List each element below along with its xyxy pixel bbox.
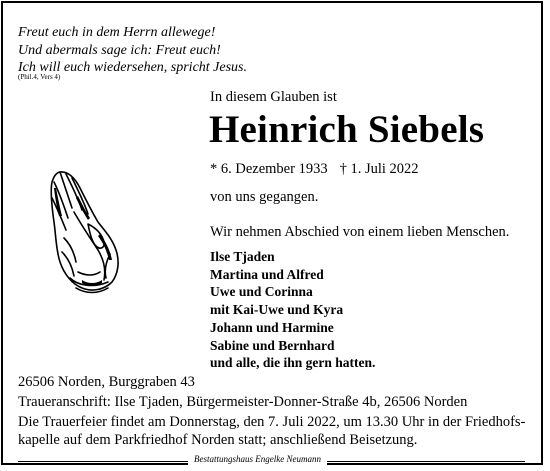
home-address: 26506 Norden, Burggraben 43 [18, 374, 195, 390]
praying-hands-icon [42, 168, 134, 296]
mourner-name: Ilse Tjaden [210, 249, 275, 264]
verse-line-2: Und abermals sage ich: Freut euch! [18, 43, 221, 58]
mourner-name: Uwe und Corinna [210, 284, 313, 300]
funeral-info-line-1: Die Trauerfeier findet am Donnerstag, den 7. Juli 2022, um 13.30 Uhr in der Friedhofs- [18, 414, 526, 430]
life-dates [210, 161, 419, 178]
death-date: † 1. Juli 2022 [339, 161, 419, 177]
mourner-name: mit Kai-Uwe und Kyra [210, 302, 344, 318]
funeral-info-line-2: kapelle auf dem Parkfriedhof Norden statt; anschließend Beisetzung. [18, 432, 418, 448]
undertaker-name: Bestattungshaus Engelke Neumann [188, 453, 327, 465]
verse-reference: (Phil.4, Vers 4) [18, 73, 61, 81]
mourning-address: Traueranschrift: Ilse Tjaden, Bürgermeister-Donner-Straße 4b, 26506 Norden [18, 394, 468, 410]
mourners-list [210, 248, 375, 372]
deceased-name: Heinrich Siebels [209, 108, 485, 151]
mourner-name: Martina und Alfred [210, 266, 324, 282]
farewell-text: Wir nehmen Abschied von einem lieben Menschen. [210, 224, 510, 240]
birth-date: * 6. Dezember 1933 [210, 161, 328, 177]
departed-text: von uns gegangen. [210, 189, 319, 205]
mourner-name: und alle, die ihn gern hatten. [210, 355, 376, 371]
mourner-name: Sabine und Bernhard [210, 337, 335, 353]
verse-line-3: Ich will euch wiedersehen, spricht Jesus. [18, 60, 248, 75]
mourner-name: Johann und Harmine [210, 319, 334, 335]
verse-line-1: Freut euch in dem Herrn allewege! [18, 25, 216, 40]
intro-text: In diesem Glauben ist [210, 89, 337, 105]
